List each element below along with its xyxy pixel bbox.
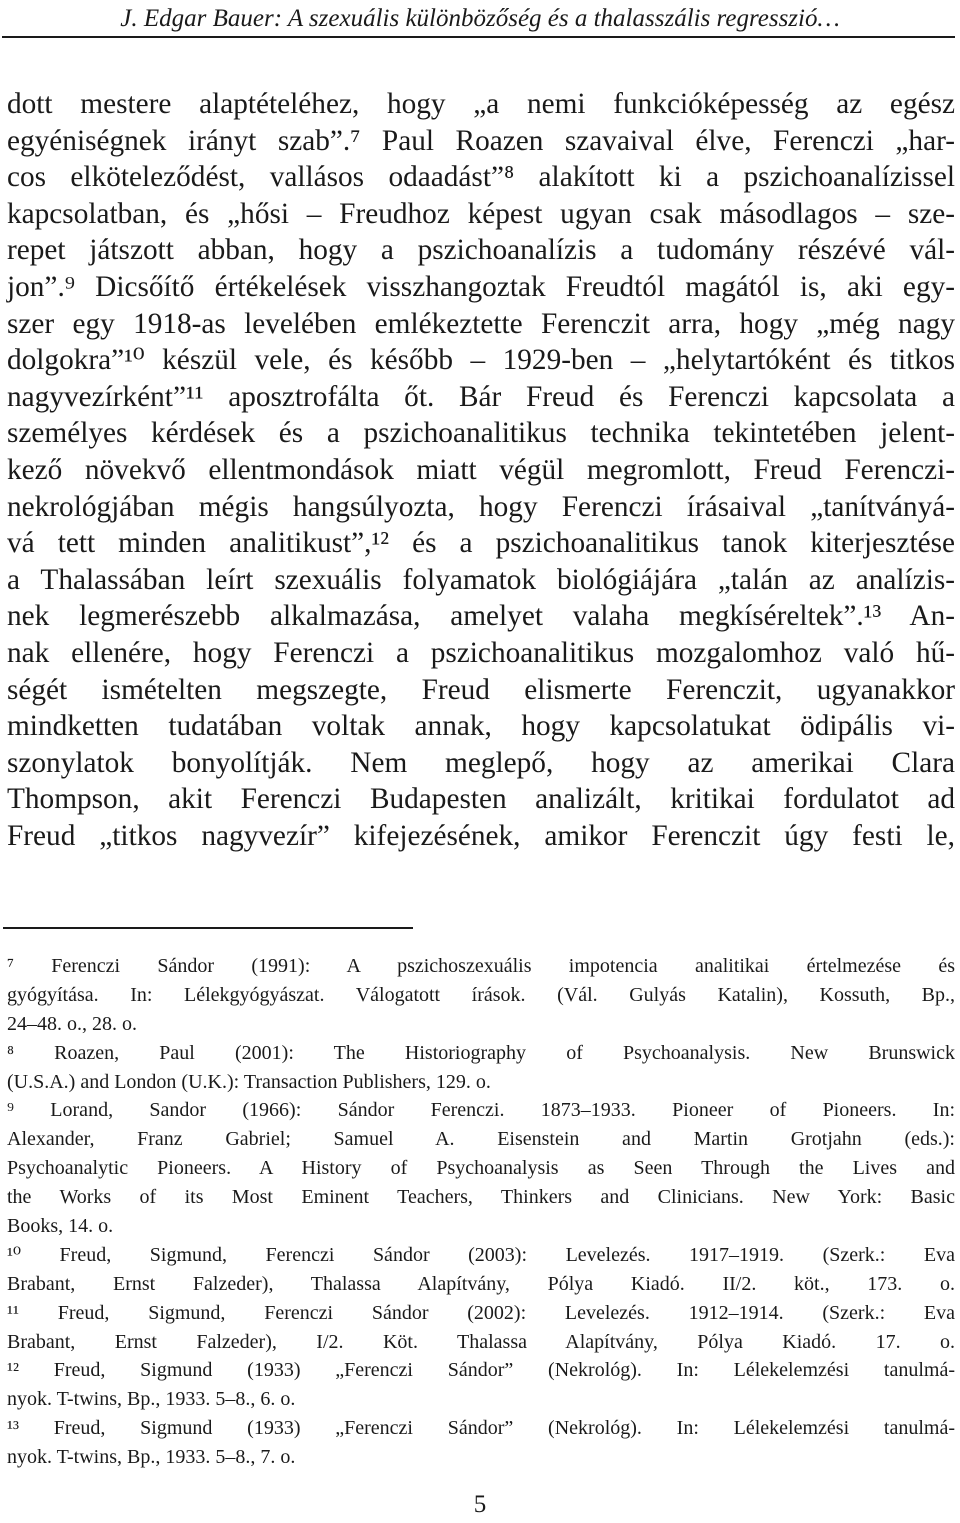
page-number: 5 xyxy=(473,1491,487,1518)
footnote-line: nyok. T-twins, Bp., 1933. 5–8., 7. o. xyxy=(7,1446,296,1469)
body-line: személyes kérdések és a pszichoanalitikus technika tekintetében jelent- xyxy=(7,417,955,450)
body-line: cos elköteleződést, vallásos odaadást”⁸ alakított ki a pszichoanalízissel xyxy=(7,161,955,194)
running-header xyxy=(0,4,960,34)
body-line: ségét ismételten megszegte, Freud elismerte Ferenczit, ugyanakkor xyxy=(7,673,955,706)
footnote-line: nyok. T-twins, Bp., 1933. 5–8., 6. o. xyxy=(7,1388,296,1411)
footnote-line: ¹⁰ Freud, Sigmund, Ferenczi Sándor (2003): Levelezés. 1917–1919. (Szerk.: Eva xyxy=(7,1243,955,1266)
body-line: szer egy 1918-as levelében emlékeztette Ferenczit arra, hogy „még nagy xyxy=(7,307,955,340)
body-line: repet játszott abban, hogy a pszichoanalízis a tudomány részévé vál- xyxy=(7,234,955,267)
footnote-line: ¹³ Freud, Sigmund (1933) „Ferenczi Sándor” (Nekrológ). In: Lélekelemzési tanulmá- xyxy=(7,1417,955,1440)
body-line: kező növekvő ellentmondások miatt végül megromlott, Freud Ferenczi- xyxy=(7,453,955,486)
body-line: a Thalassában leírt szexuális folyamatok biológiájára „talán az analízis- xyxy=(7,563,955,596)
footnote-rule xyxy=(3,927,413,929)
body-line: szonylatok bonyolítják. Nem meglepő, hogy az amerikai Clara xyxy=(7,746,955,779)
body-line: Freud „titkos nagyvezír” kifejezésének, amikor Ferenczit úgy festi le, xyxy=(7,819,955,852)
body-line: nak ellenére, hogy Ferenczi a pszichoanalitikus mozgalomhoz való hű- xyxy=(7,636,955,669)
body-line: egyéniségnek irányt szab”.⁷ Paul Roazen szavaival élve, Ferenczi „har- xyxy=(7,124,955,157)
footnote-line: gyógyítása. In: Lélekgyógyászat. Válogatott írások. (Vál. Gulyás Katalin), Kossuth, Bp., xyxy=(7,983,955,1006)
body-line: nek legmerészebb alkalmazása, amelyet valaha megkíséreltek”.¹³ An- xyxy=(7,600,955,633)
body-line: kapcsolatban, és „hősi – Freudhoz képest ugyan csak másodlagos – sze- xyxy=(7,197,955,230)
footnote-line: Books, 14. o. xyxy=(7,1215,114,1238)
body-line: Thompson, akit Ferenczi Budapesten analizált, kritikai fordulatot ad xyxy=(7,783,955,816)
footnote-line: the Works of its Most Eminent Teachers, Thinkers and Clinicians. New York: Basic xyxy=(7,1186,955,1209)
body-line: dott mestere alaptételéhez, hogy „a nemi funkcióképesség az egész xyxy=(7,88,955,120)
footnote-line: Alexander, Franz Gabriel; Samuel A. Eisenstein and Martin Grotjahn (eds.): xyxy=(7,1128,955,1151)
running-title: J. Edgar Bauer: A szexuális különbözőség és a thalasszális regresszió… xyxy=(120,5,840,32)
body-line: dolgokra”¹⁰ készül vele, és később – 1929-ben – „helytartóként és titkos xyxy=(7,344,955,377)
footnote-line: ⁹ Lorand, Sandor (1966): Sándor Ferenczi. 1873–1933. Pioneer of Pioneers. In: xyxy=(7,1099,955,1122)
body-line: nekrológjában mégis hangsúlyozta, hogy Ferenczi írásaival „tanítványá- xyxy=(7,490,955,523)
footnote-line: ⁷ Ferenczi Sándor (1991): A pszichoszexuális impotencia analitikai értelmezése és xyxy=(7,955,955,977)
footnote-line: ¹² Freud, Sigmund (1933) „Ferenczi Sándor” (Nekrológ). In: Lélekelemzési tanulmá- xyxy=(7,1359,955,1382)
footnote-line: (U.S.A.) and London (U.K.): Transaction Publishers, 129. o. xyxy=(7,1070,491,1093)
footnote-line: ⁸ Roazen, Paul (2001): The Historiography of Psychoanalysis. New Brunswick xyxy=(7,1041,955,1064)
footnote-line: Brabant, Ernst Falzeder), Thalassa Alapítvány, Pólya Kiadó. II/2. köt., 173. o. xyxy=(7,1272,955,1295)
body-line: nagyvezírként”¹¹ aposztrofálta őt. Bár Freud és Ferenczi kapcsolata a xyxy=(7,380,955,413)
footnote-line: Psychoanalytic Pioneers. A History of Psychoanalysis as Seen Through the Lives and xyxy=(7,1157,955,1180)
body-text xyxy=(7,86,955,854)
body-line: vá tett minden analitikust”,¹² és a pszichoanalitikus tanok kiterjesztése xyxy=(7,527,955,560)
body-line: jon”.⁹ Dicsőítő értékelések visszhangoztak Freudtól magától is, aki egy- xyxy=(7,270,955,303)
footnote-line: 24–48. o., 28. o. xyxy=(7,1012,137,1035)
footnotes xyxy=(7,952,955,1472)
body-line: mindketten tudatában voltak annak, hogy kapcsolatukat ödipális vi- xyxy=(7,710,955,743)
footnote-line: ¹¹ Freud, Sigmund, Ferenczi Sándor (2002): Levelezés. 1912–1914. (Szerk.: Eva xyxy=(7,1301,955,1324)
header-rule xyxy=(2,36,955,38)
footnote-line: Brabant, Ernst Falzeder), I/2. Köt. Thalassa Alapítvány, Pólya Kiadó. 17. o. xyxy=(7,1330,955,1353)
